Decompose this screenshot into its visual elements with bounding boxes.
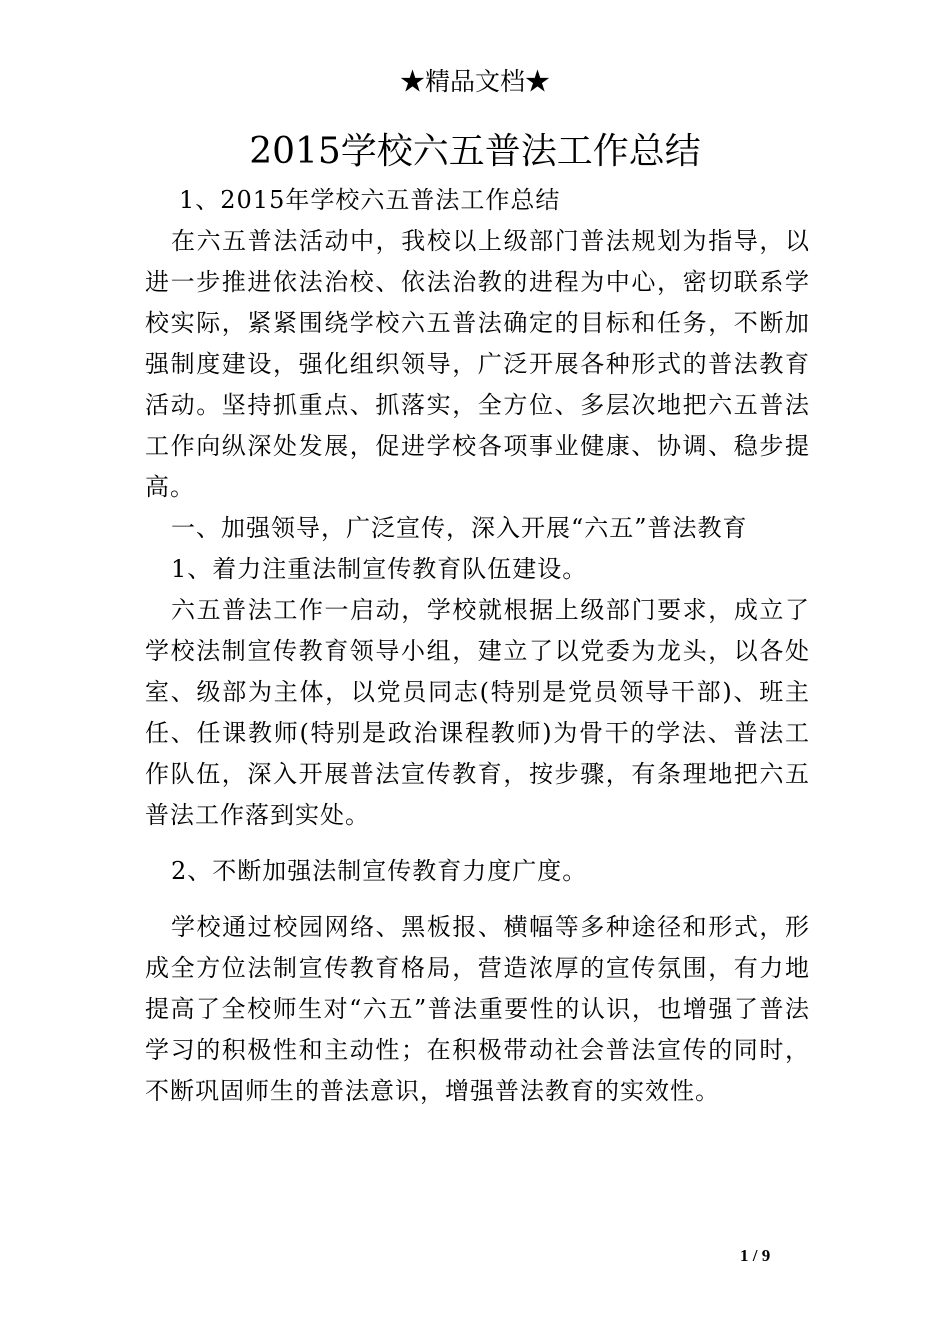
subsection-heading-1: 1、着力注重法制宣传教育队伍建设。	[171, 555, 588, 583]
document-body	[145, 180, 810, 1112]
paragraph-publicity: 学校通过校园网络、黑板报、横幅等多种途径和形式，形成全方位法制宣传教育格局，营造浓厚的宣传氛围，有力地提高了全校师生对“六五”普法重要性的认识，也增强了普法学习的积极性和主动性；在积极带动社会普法宣传的同时，不断巩固师生的普法意识，增强普法教育的实效性。	[145, 913, 810, 1105]
section-subtitle: 1、2015年学校六五普法工作总结	[179, 186, 561, 214]
subsection-heading-2: 2、不断加强法制宣传教育力度广度。	[171, 857, 588, 885]
document-title: 2015学校六五普法工作总结	[249, 131, 701, 172]
page-number: 1 / 9	[740, 1246, 771, 1265]
section-heading-1: 一、加强领导，广泛宣传，深入开展“六五”普法教育	[171, 514, 748, 542]
document-header-label: ★精品文档★	[399, 67, 550, 96]
paragraph-team-building: 六五普法工作一启动，学校就根据上级部门要求，成立了学校法制宣传教育领导小组，建立了以党委为龙头，以各处室、级部为主体，以党员同志(特别是党员领导干部)、班主任、任课教师(特别是政治课程教师)为骨干的学法、普法工作队伍，深入开展普法宣传教育，按步骤，有条理地把六五普法工作落到实处。	[145, 596, 810, 829]
paragraph-intro: 在六五普法活动中，我校以上级部门普法规划为指导，以进一步推进依法治校、依法治教的进程为中心，密切联系学校实际，紧紧围绕学校六五普法确定的目标和任务，不断加强制度建设，强化组织领导，广泛开展各种形式的普法教育活动。坚持抓重点、抓落实，全方位、多层次地把六五普法工作向纵深处发展，促进学校各项事业健康、协调、稳步提高。	[145, 227, 810, 501]
